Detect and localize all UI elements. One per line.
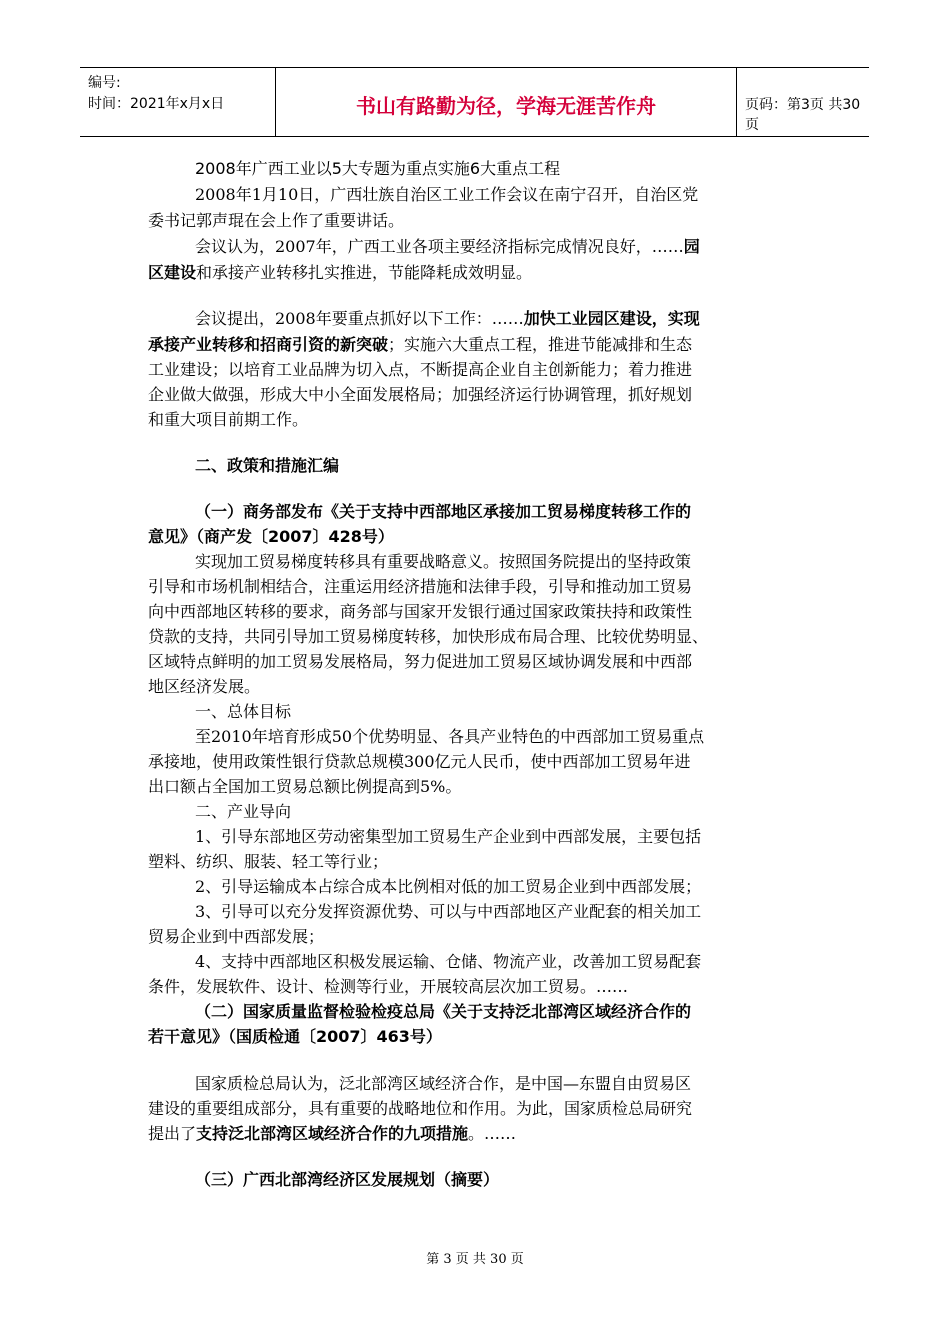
emphasis-span: 支持泛北部湾区域经济合作的九项措施 — [196, 1124, 469, 1143]
subsection-heading: （一）商务部发布《关于支持中西部地区承接加工贸易梯度转移工作的 — [195, 502, 692, 521]
subsection-heading: （三）广西北部湾经济区发展规划（摘要） — [195, 1170, 500, 1189]
list-item: 2、引导运输成本占综合成本比例相对低的加工贸易企业到中西部发展； — [195, 877, 702, 896]
document-time-label: 时间：2021年x月x日 — [88, 96, 225, 112]
paragraph-line: 和重大项目前期工作。 — [148, 410, 309, 429]
paragraph-line: 企业做大做强，形成大中小全面发展格局；加强经济运行协调管理，抓好规划 — [148, 385, 693, 404]
paragraph-line — [195, 308, 700, 330]
list-item: 4、支持中西部地区积极发展运输、仓储、物流产业，改善加工贸易配套 — [195, 952, 702, 971]
paragraph-line: 委书记郭声琨在会上作了重要讲话。 — [148, 211, 405, 230]
paragraph-line: 区域特点鲜明的加工贸易发展格局，努力促进加工贸易区域协调发展和中西部 — [148, 652, 693, 671]
list-item: 1、引导东部地区劳动密集型加工贸易生产企业到中西部发展，主要包括 — [195, 827, 702, 846]
subsection-heading: 若干意见》（国质检通〔2007〕463号） — [148, 1027, 442, 1046]
paragraph-line: 工业建设；以培育工业品牌为切入点，不断提高企业自主创新能力；着力推进 — [148, 360, 693, 379]
header-page-cell — [737, 68, 869, 136]
emphasis-span: 加快工业园区建设，实现 — [523, 309, 700, 328]
article-title: 2008年广西工业以5大专题为重点实施6大重点工程 — [195, 159, 561, 178]
paragraph-line: 地区经济发展。 — [148, 677, 261, 696]
text-span: 和承接产业转移扎实推进，节能降耗成效明显。 — [196, 263, 533, 282]
text-span: ；实施六大重点工程，推进节能减排和生态 — [388, 335, 693, 354]
header-table — [80, 67, 869, 137]
paragraph-line: 建设的重要组成部分，具有重要的战略地位和作用。为此，国家质检总局研究 — [148, 1099, 693, 1118]
emphasis-span: 承接产业转移和招商引资的新突破 — [148, 335, 389, 354]
section-heading: 二、政策和措施汇编 — [195, 456, 340, 475]
list-item: 3、引导可以充分发挥资源优势、可以与中西部地区产业配套的相关加工 — [195, 902, 702, 921]
paragraph-line: 出口额占全国加工贸易总额比例提高到5%。 — [148, 777, 462, 796]
paragraph-line — [195, 236, 700, 258]
page-footer: 第 3 页 共 30 页 — [426, 1252, 524, 1267]
text-span: 会议认为，2007年，广西工业各项主要经济指标完成情况良好，…… — [195, 237, 684, 256]
header-meta-cell — [80, 68, 275, 136]
header-page-label: 页码：第3页 共30页 — [745, 97, 861, 133]
paragraph-line: 承接地，使用政策性银行贷款总规模300亿元人民币，使中西部加工贸易年进 — [148, 752, 691, 771]
paragraph-line: 至2010年培育形成50个优势明显、各具产业特色的中西部加工贸易重点 — [195, 727, 705, 746]
text-span: 。…… — [468, 1124, 517, 1143]
subsection-heading: （二）国家质量监督检验检疫总局《关于支持泛北部湾区域经济合作的 — [195, 1002, 692, 1021]
list-item: 条件，发展软件、设计、检测等行业，开展较高层次加工贸易。…… — [148, 977, 629, 996]
paragraph-line: 贷款的支持，共同引导加工贸易梯度转移，加快形成布局合理、比较优势明显、 — [148, 627, 709, 646]
subsection-heading: 意见》（商产发〔2007〕428号） — [148, 527, 394, 546]
text-span: 会议提出，2008年要重点抓好以下工作：…… — [195, 309, 524, 328]
list-item: 贸易企业到中西部发展； — [148, 927, 325, 946]
emphasis-span: 园 — [683, 237, 700, 256]
paragraph-line: 实现加工贸易梯度转移具有重要战略意义。按照国务院提出的坚持政策 — [195, 552, 692, 571]
list-heading: 二、产业导向 — [195, 802, 292, 821]
paragraph-line: 引导和市场机制相结合，注重运用经济措施和法律手段，引导和推动加工贸易 — [148, 577, 693, 596]
document-number-label: 编号: — [88, 75, 121, 91]
paragraph-line: 国家质检总局认为，泛北部湾区域经济合作，是中国—东盟自由贸易区 — [195, 1074, 692, 1093]
list-heading: 一、总体目标 — [195, 702, 292, 721]
paragraph-line — [148, 1123, 516, 1145]
paragraph-line: 向中西部地区转移的要求，商务部与国家开发银行通过国家政策扶持和政策性 — [148, 602, 693, 621]
emphasis-span: 区建设 — [148, 263, 197, 282]
paragraph-line — [148, 262, 532, 284]
paragraph-line — [148, 334, 692, 356]
list-item: 塑料、纺织、服装、轻工等行业； — [148, 852, 389, 871]
paragraph-line: 2008年1月10日，广西壮族自治区工业工作会议在南宁召开，自治区党 — [195, 185, 699, 204]
header-motto-cell — [275, 68, 737, 136]
text-span: 提出了 — [148, 1124, 197, 1143]
header-motto: 书山有路勤为径，学海无涯苦作舟 — [356, 94, 656, 118]
